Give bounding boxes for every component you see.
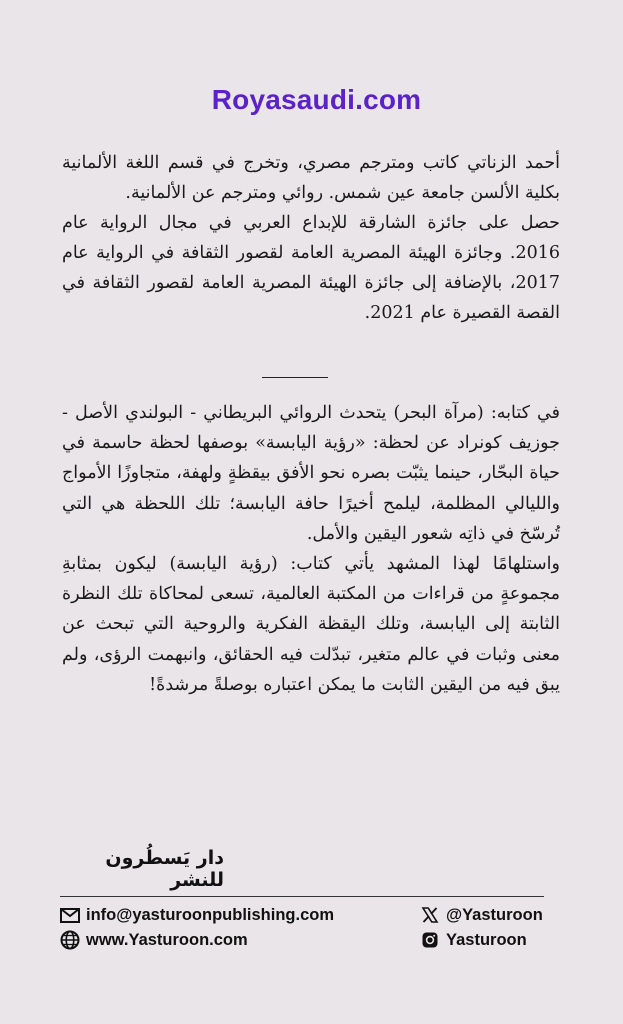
description-paragraph-1: في كتابه: (مرآة البحر) يتحدث الروائي البريطاني - البولندي الأصل - جوزيف كونراد عن لحظة: «رؤية اليابسة» بوصفها لحظة حاسمة في حياة البحّار، حينما يثبّت بصره نحو الأفق بيقظةٍ ولهفة، متجاوزًا الأمواج والليالي المظلمة، ليلمح أخيرًا حافة اليابسة؛ تلك اللحظة هي التي تُرسّخ في ذاتِه شعور اليقين والأمل. bbox=[62, 403, 560, 544]
website-contact[interactable] bbox=[60, 930, 248, 950]
twitter-handle[interactable]: @Yasturoon bbox=[446, 905, 543, 924]
author-bio bbox=[62, 148, 560, 328]
bio-paragraph-2: حصل على جائزة الشارقة للإبداع العربي في مجال الرواية عام 2016. وجائزة الهيئة المصرية العامة لقصور الثقافة في الرواية عام 2017، بالإضافة إلى جائزة الهيئة المصرية العامة لقصور الثقافة في القصة القصيرة عام 2021. bbox=[62, 213, 560, 323]
instagram-icon bbox=[420, 930, 440, 950]
twitter-contact[interactable] bbox=[420, 905, 543, 925]
website-text[interactable]: www.Yasturoon.com bbox=[86, 930, 248, 949]
instagram-contact[interactable] bbox=[420, 930, 527, 950]
email-contact[interactable] bbox=[60, 905, 334, 925]
footer-divider bbox=[60, 896, 544, 897]
book-description bbox=[62, 398, 560, 700]
email-text[interactable]: info@yasturoonpublishing.com bbox=[86, 905, 334, 924]
instagram-handle[interactable]: Yasturoon bbox=[446, 930, 527, 949]
section-divider bbox=[262, 377, 328, 378]
description-paragraph-2: واستلهامًا لهذا المشهد يأتي كتاب: (رؤية اليابسة) ليكون بمثابةِ مجموعةٍ من قراءات من المكتبة العالمية، تسعى لمحاكاة تلك النظرة الثابتة إلى اليابسة، وتلك اليقظة الفكرية والروحية التي تبحث عن معنى وثبات في عالم متغير، تبدّلت فيه الحقائق، وانبهمت الرؤى، ولم يبق فيه من اليقين الثابت ما يمكن اعتباره بوصلةً مرشدةً! bbox=[62, 554, 560, 695]
watermark: Royasaudi.com bbox=[211, 84, 422, 115]
globe-icon bbox=[60, 930, 80, 950]
bio-paragraph-1: أحمد الزناتي كاتب ومترجم مصري، وتخرج في قسم اللغة الألمانية بكلية الألسن جامعة عين شمس. روائي ومترجم عن الألمانية. bbox=[62, 153, 560, 203]
envelope-icon bbox=[60, 905, 80, 925]
x-logo-icon bbox=[420, 905, 440, 925]
publisher-name: دار يَسطُرون للنشر bbox=[105, 847, 224, 891]
